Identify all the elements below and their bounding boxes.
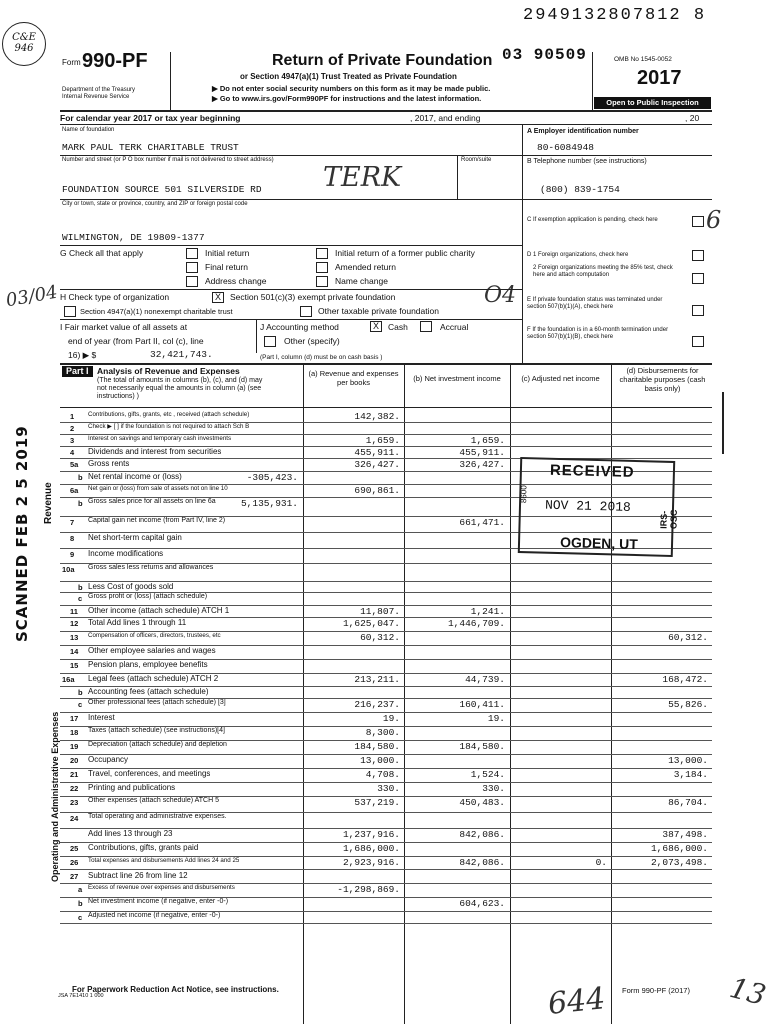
col-a-value: -1,298,869. [337,884,400,895]
amended-return-checkbox[interactable] [316,262,328,273]
row-label: Other income (attach schedule) ATCH 1 [88,606,230,615]
row-label: Other employee salaries and wages [88,646,216,655]
item-e-label: E If private foundation status was terminated under section 507(b)(1)(A), check here [527,297,663,310]
col-a-value: 142,382. [354,411,400,422]
agency-line-2: Internal Revenue Service [62,94,130,100]
row-label: Interest on savings and temporary cash investments [88,435,232,442]
tax-year: 2017 [637,67,682,89]
col-a-value: 13,000. [360,755,400,766]
form-prefix: Form [62,58,81,67]
section-4947-label: Section 4947(a)(1) nonexempt charitable trust [80,307,233,316]
col-a-value: 455,911. [354,447,400,458]
row-label: Contributions, gifts, grants paid [88,843,199,852]
row-label: Income modifications [88,549,164,558]
section-4947-checkbox[interactable] [64,306,76,317]
h-type-label: H Check type of organization [60,292,170,302]
col-d-value: 86,704. [668,797,708,808]
part-i-title: Analysis of Revenue and Expenses [97,366,240,376]
item-f-label: F If the foundation is in a 60-month termination under section 507(b)(1)(B), check here [527,327,669,340]
row-label: Capital gain net income (from Part IV, line 2) [88,517,226,524]
name-change-label: Name change [335,276,388,286]
col-a-value: 60,312. [360,632,400,643]
form-subtitle: or Section 4947(a)(1) Trust Treated as Private Foundation [240,72,457,81]
col-b-header: (b) Net investment income [413,374,501,383]
row-number: 4 [70,448,75,457]
scanned-date-stamp: SCANNED FEB 2 5 2019 [13,425,31,642]
room-label: Room/suite [461,157,492,163]
col-a-value: 11,807. [360,606,400,617]
handwritten-13: 13 [726,970,770,1013]
col-d-value: 1,686,000. [650,843,708,854]
col-b-value: 604,623. [459,898,505,909]
row-number: 16a [62,675,75,684]
agency-line-1: Department of the Treasury [62,87,136,93]
item-d1-checkbox[interactable] [692,250,704,261]
row-label: Other professional fees (attach schedule) [3] [88,699,226,706]
form-title: Return of Private Foundation [272,52,493,69]
row-label: Other expenses (attach schedule) ATCH 5 [88,797,219,804]
accrual-label: Accrual [440,322,469,332]
col-d-value: 3,184. [673,769,708,780]
row-number: 9 [70,550,75,559]
other-method-label: Other (specify) [284,336,340,346]
row-label: Gross profit or (loss) (attach schedule) [88,593,208,600]
expenses-side-label: Operating and Administrative Expenses [50,711,60,882]
former-public-charity-checkbox[interactable] [316,248,328,259]
row-label: Total operating and administrative expenses. [88,813,227,820]
row-number: c [78,594,83,603]
calendar-year-end: , 20 [685,113,700,123]
row-label: Gross rents [88,459,130,468]
item-d1-label: D 1 Foreign organizations, check here [527,252,629,258]
handwritten-o4: O4 [484,283,517,308]
document-locator-number: 2949132807812 8 [523,6,707,25]
address-change-checkbox[interactable] [186,276,198,287]
row-label: Compensation of officers, directors, trustees, etc [88,632,221,639]
phone-value: (800) 839-1754 [540,184,620,195]
row-number: 14 [70,647,79,656]
col-d-value: 55,826. [668,699,708,710]
row-label: Check ▶ [ ] if the foundation is not required to attach Sch B [88,423,250,430]
stamp-date: NOV 21 2018 [544,497,632,515]
fmv-label-2: end of year (from Part II, col (c), line [68,336,204,346]
col-b-value: 450,483. [459,797,505,808]
row-number: 7 [70,518,75,527]
row-number: c [78,913,83,922]
col-c-header: (c) Adjusted net income [521,374,600,383]
circle-note-text: C&E 946 [12,32,36,54]
col-b-value: 455,911. [459,447,505,458]
row-number: 8 [70,534,75,543]
col-b-value: 184,580. [459,741,505,752]
row-number: b [78,583,83,592]
dln-stamp: 03 90509 [502,46,587,64]
col-d-value: 2,073,498. [650,857,708,868]
col-b-value: 330. [482,783,505,794]
col-a-value: 4,708. [365,769,400,780]
fmv-label-1: I Fair market value of all assets at [60,322,188,332]
item-f-checkbox[interactable] [692,336,704,347]
stamp-side-left: 8600 [519,485,529,504]
received-stamp [518,457,679,557]
row-label: Legal fees (attach schedule) ATCH 2 [88,674,219,683]
row-label: Taxes (attach schedule) (see instructions)[4] [88,727,225,734]
initial-return-label: Initial return [205,248,250,258]
row-number: 27 [70,872,79,881]
col-c-value: 0. [595,857,607,868]
address-change-label: Address change [205,276,267,286]
col-b-value: 1,446,709. [447,618,505,629]
item-e-checkbox[interactable] [692,305,704,316]
row-number: 15 [70,661,79,670]
row-label: Adjusted net income (if negative, enter -0-) [88,912,221,919]
row-number: a [78,885,83,894]
initial-return-checkbox[interactable] [186,248,198,259]
part-i-tag: Part I [62,366,93,377]
row-label: Add lines 13 through 23 [88,829,173,838]
row-number: b [78,899,83,908]
ssn-warning: ▶ Do not enter social security numbers on this form as it may be made public. [212,84,491,93]
col-b-value: 1,524. [470,769,505,780]
g-check-label: G Check all that apply [60,248,144,258]
row-number: 17 [70,714,79,723]
col-a-value: 1,237,916. [342,829,400,840]
col-b-value: 661,471. [459,517,505,528]
revenue-side-label: Revenue [43,482,54,524]
other-taxable-checkbox[interactable] [300,306,312,317]
col-b-value: 19. [487,713,505,724]
row-label: Depreciation (attach schedule) and depletion [88,741,227,748]
col-b-value: 1,241. [470,606,505,617]
other-method-checkbox[interactable] [264,336,276,347]
stamp-received: RECEIVED [549,461,635,481]
ein-value: 80-6084948 [537,142,595,153]
paperwork-notice: For Paperwork Reduction Act Notice, see instructions. [72,985,279,994]
col-a-value: 1,659. [365,435,400,446]
stamp-side-right: IRS-OSC [658,509,679,530]
col-d-header: (d) Disbursements for charitable purposes (cash basis only) [619,366,706,393]
item-d2-label: 2 Foreign organizations meeting the 85% test, check here and attach computation [533,265,673,278]
row-label: Gross sales price for all assets on line 6a [88,498,216,505]
calendar-year-label: For calendar year 2017 or tax year beginning [60,113,241,123]
row-number: 3 [70,436,75,445]
row-number: 1 [70,412,75,421]
row-number: 2 [70,424,75,433]
row-number: 5a [70,460,79,469]
row-label: Net gain or (loss) from sale of assets not on line 10 [88,485,228,492]
handwritten-six: 6 [706,206,722,234]
col-a-value: 213,211. [354,674,400,685]
phone-label: B Telephone number (see instructions) [527,158,647,165]
row-label: Interest [88,713,115,722]
col-a-value: 2,923,916. [342,857,400,868]
street-label: Number and street (or P O box number if mail is not delivered to street address) [62,157,274,163]
col-b-value: 842,086. [459,857,505,868]
row-label: Total Add lines 1 through 11 [88,618,187,627]
row-label: Excess of revenue over expenses and disbursements [88,884,235,891]
omb-number: OMB No 1545-0052 [614,56,672,63]
col-a-value: 326,427. [354,459,400,470]
street-address: FOUNDATION SOURCE 501 SILVERSIDE RD [62,184,262,195]
city-label: City or town, state or province, country, and ZIP or foreign postal code [62,201,248,207]
col-a-value: 330. [377,783,400,794]
col-d-value: 168,472. [662,674,708,685]
row-label: Net rental income or (loss) [88,472,182,481]
row-number: b [78,688,83,697]
col-b-value: 326,427. [459,459,505,470]
row-label: Travel, conferences, and meetings [88,769,211,778]
cash-method-checkbox[interactable]: X [370,321,382,332]
col-d-value: 60,312. [668,632,708,643]
row-label: Contributions, gifts, grants, etc , received (attach schedule) [88,411,250,418]
col-d-value: 13,000. [668,755,708,766]
handwritten-margin-date: 03/04 [4,281,60,312]
section-501c3-checkbox[interactable]: X [212,292,224,303]
item-d2-checkbox[interactable] [692,273,704,284]
form-number: 990-PF [82,50,148,72]
col-a-value: 537,219. [354,797,400,808]
row-inline-amount: 5,135,931. [240,498,298,509]
item-c-checkbox[interactable] [692,216,704,227]
row-label: Less Cost of goods sold [88,582,174,591]
col-a-value: 1,625,047. [342,618,400,629]
col-a-value: 690,861. [354,485,400,496]
part-i-instructions: (The total of amounts in columns (b), (c), and (d) may not necessarily equal the amounts in column (a) (see instructions) ) [97,377,263,400]
fmv-label-3: 16) ▶ $ [68,350,97,360]
accrual-method-checkbox[interactable] [420,321,432,332]
stamp-ogden: OGDEN, UT [559,534,639,553]
col-b-value: 160,411. [459,699,505,710]
row-number: b [78,499,83,508]
col-a-value: 8,300. [365,727,400,738]
row-number: b [78,473,83,482]
row-number: 19 [70,742,79,751]
cash-basis-note: (Part I, column (d) must be on cash basis ) [260,354,383,361]
row-label: Net short-term capital gain [88,533,182,542]
col-d-value: 387,498. [662,829,708,840]
item-c-label: C If exemption application is pending, check here [527,217,658,223]
col-a-value: 216,237. [354,699,400,710]
row-number: 21 [70,770,79,779]
col-a-value: 1,686,000. [342,843,400,854]
col-b-value: 44,739. [465,674,505,685]
row-number: 10a [62,565,75,574]
city-state-zip: WILMINGTON, DE 19809-1377 [62,232,205,243]
row-label: Total expenses and disbursements Add lines 24 and 25 [88,857,240,864]
name-change-checkbox[interactable] [316,276,328,287]
website-note: ▶ Go to www.irs.gov/Form990PF for instructions and the latest information. [212,94,482,103]
row-label: Gross sales less returns and allowances [88,564,214,571]
final-return-label: Final return [205,262,248,272]
fmv-value: 32,421,743. [150,349,213,360]
circle-note [2,22,46,66]
row-number: 12 [70,619,79,628]
other-taxable-label: Other taxable private foundation [318,306,439,316]
row-number: c [78,700,83,709]
row-label: Printing and publications [88,783,176,792]
col-a-value: 184,580. [354,741,400,752]
row-number: 25 [70,844,79,853]
ein-label: A Employer identification number [527,128,639,135]
row-number: 22 [70,784,79,793]
row-label: Subtract line 26 from line 12 [88,871,188,880]
row-label: Net investment income (if negative, enter -0-) [88,898,229,905]
row-label: Dividends and interest from securities [88,447,222,456]
row-number: 23 [70,798,79,807]
handwritten-terk: TERK [323,162,402,193]
final-return-checkbox[interactable] [186,262,198,273]
col-a-header: (a) Revenue and expenses per books [308,369,399,387]
col-b-value: 1,659. [470,435,505,446]
row-inline-amount: -305,423. [246,472,298,483]
amended-return-label: Amended return [335,262,396,272]
row-label: Pension plans, employee benefits [88,660,208,669]
accounting-method-label: J Accounting method [260,322,339,332]
foundation-name: MARK PAUL TERK CHARITABLE TRUST [62,142,239,153]
cash-label: Cash [388,322,408,332]
section-501c3-label: Section 501(c)(3) exempt private foundation [230,292,396,302]
row-number: 13 [70,633,79,642]
row-label: Occupancy [88,755,129,764]
row-number: 26 [70,858,79,867]
row-number: 24 [70,814,79,823]
row-number: 6a [70,486,79,495]
row-number: 11 [70,607,78,616]
col-a-value: 19. [382,713,400,724]
name-label: Name of foundation [62,127,115,133]
row-label: Accounting fees (attach schedule) [88,687,209,696]
calendar-year-mid: , 2017, and ending [410,113,481,123]
row-number: 20 [70,756,79,765]
col-b-value: 842,086. [459,829,505,840]
handwritten-644: 644 [546,981,607,1022]
open-to-public-badge: Open to Public Inspection [594,97,711,109]
former-public-charity-label: Initial return of a former public charity [335,248,475,258]
row-number: 18 [70,728,79,737]
form-footer-id: Form 990-PF (2017) [622,986,690,995]
jsa-code: JSA 7E1410 1 000 [58,993,104,999]
margin-pen-stroke [722,392,724,454]
